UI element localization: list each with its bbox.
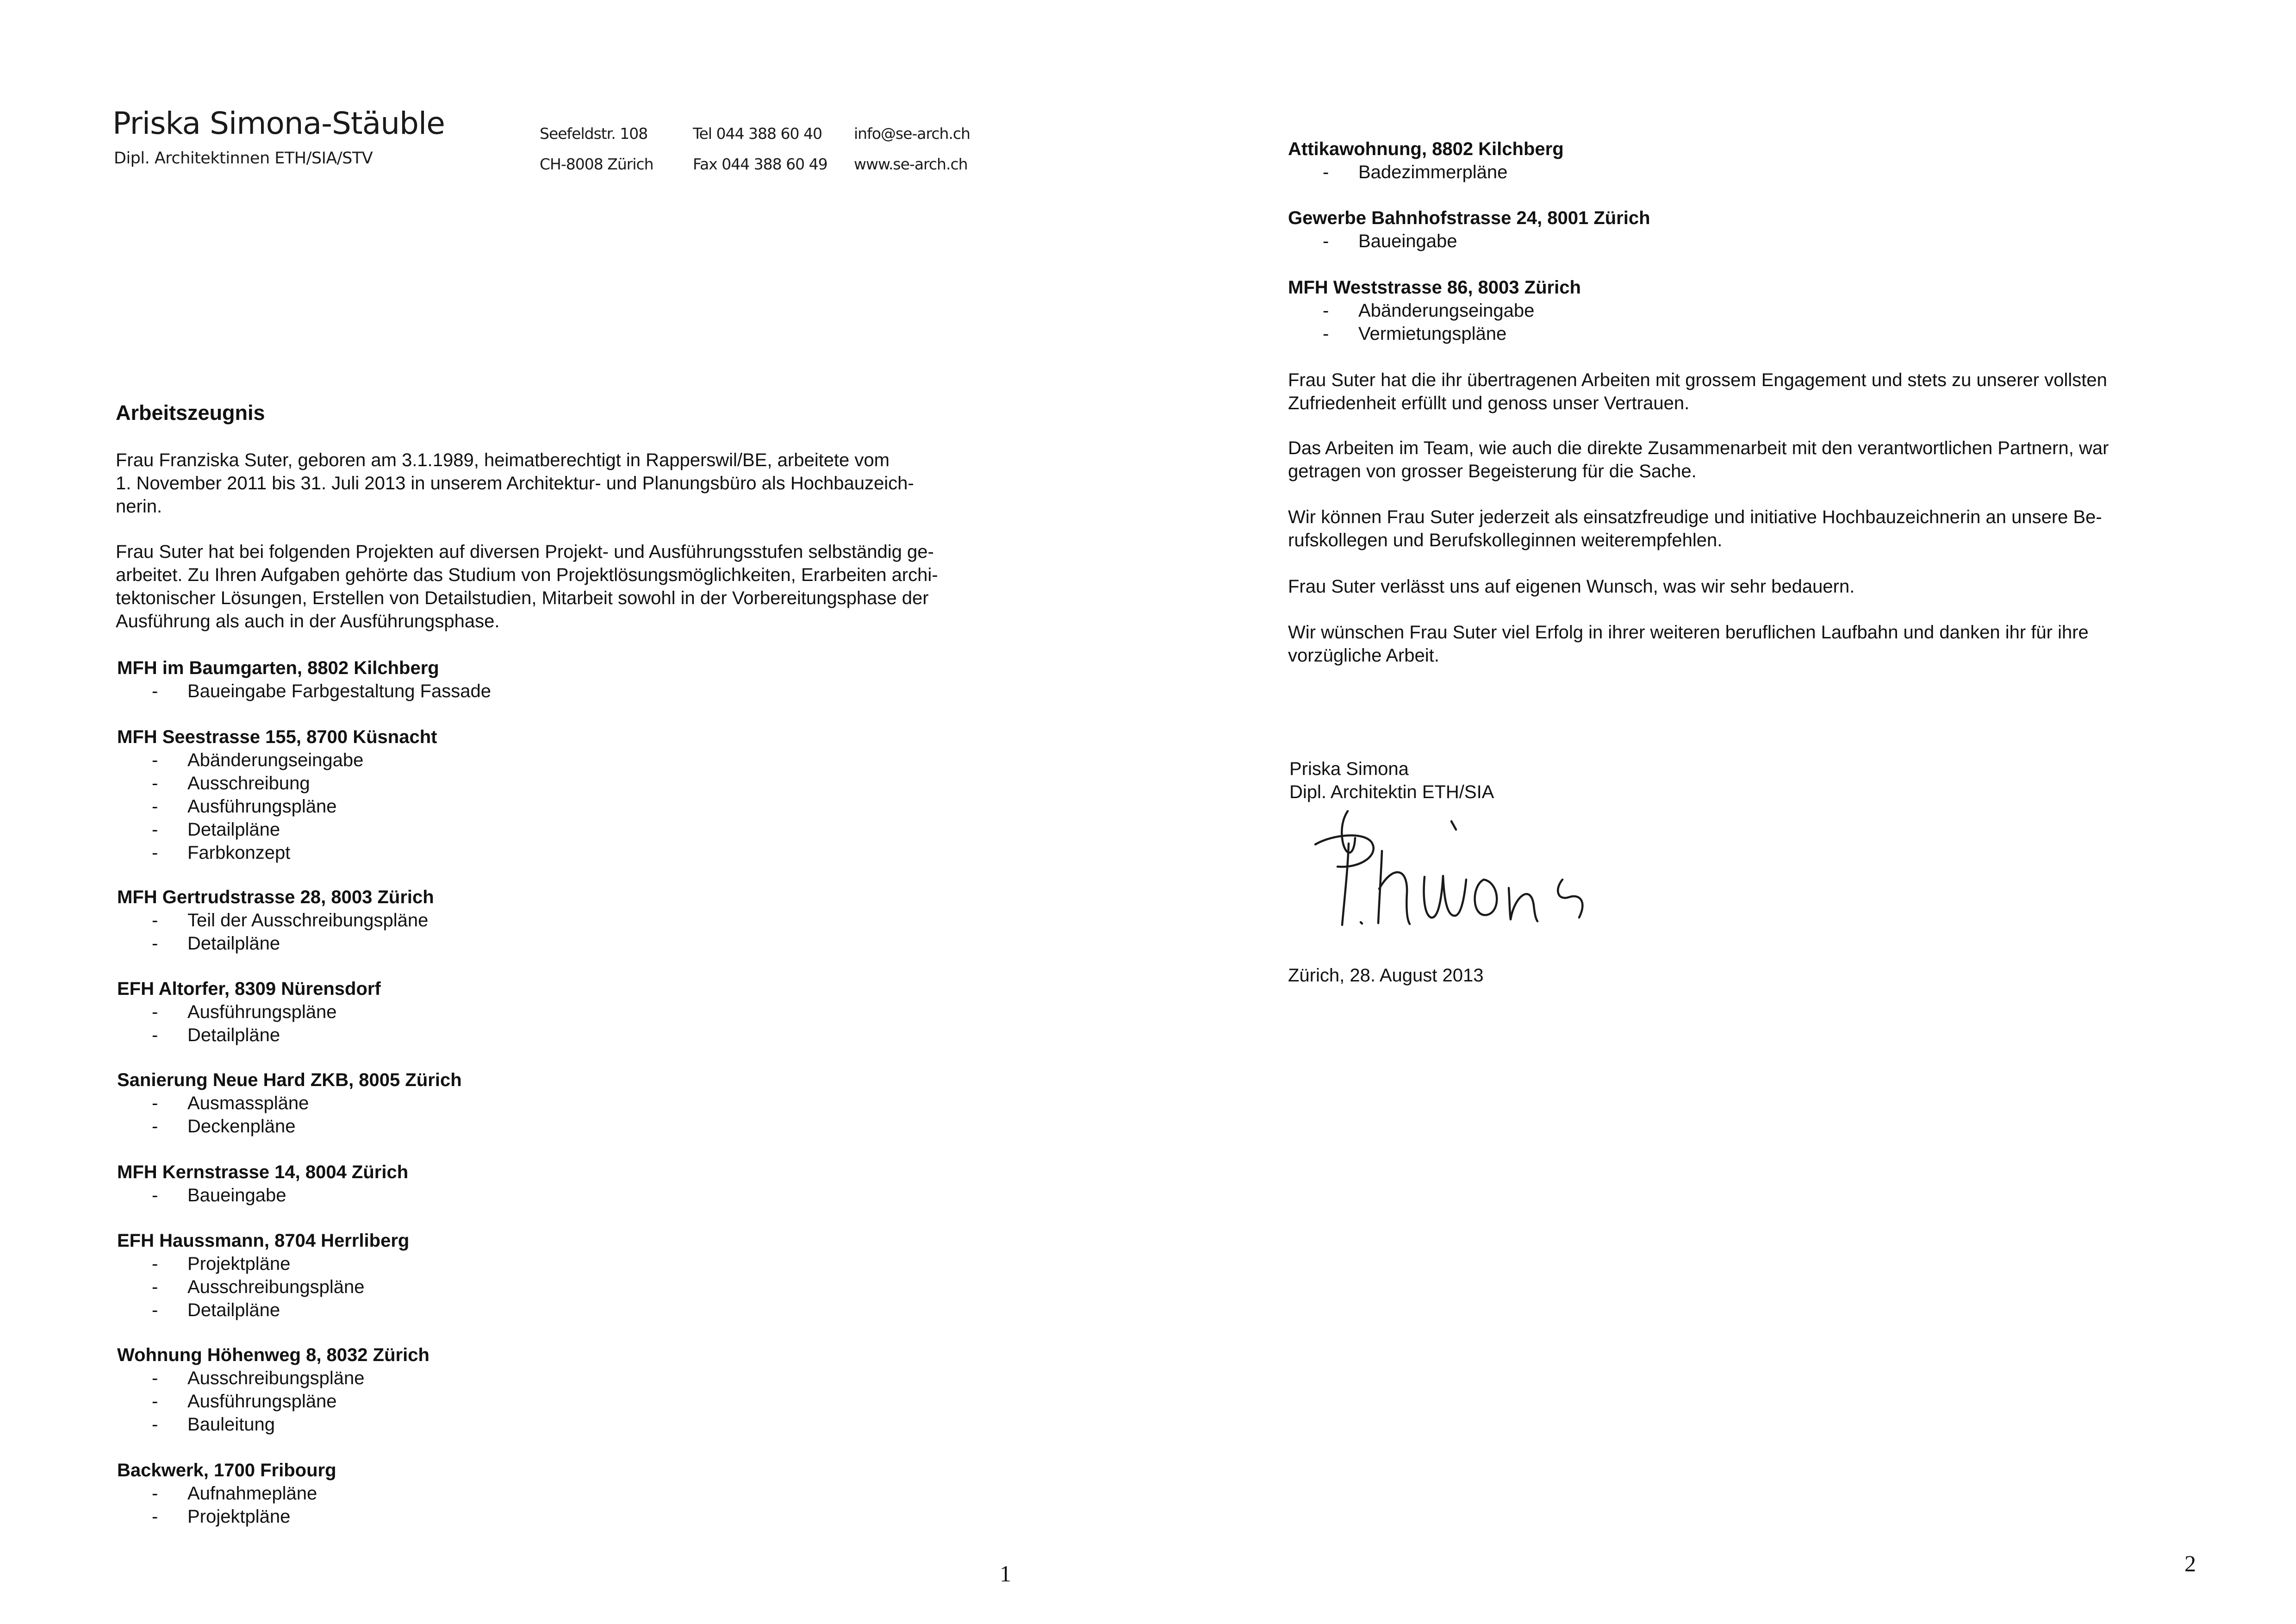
closing-paragraph [1288, 506, 2102, 552]
project-block [117, 977, 381, 1047]
project-task: - Baueingabe [117, 1184, 408, 1207]
project-task: - Detailpläne [117, 1024, 381, 1047]
project-title: EFH Haussmann, 8704 Herrliberg [117, 1230, 410, 1251]
project-block [117, 725, 437, 864]
project-block [117, 1068, 462, 1138]
project-block [117, 656, 491, 703]
page-number: 2 [2184, 1550, 2196, 1576]
project-block [117, 1229, 409, 1322]
project-tasks [117, 1092, 462, 1138]
project-task: - Ausführungspläne [117, 795, 437, 818]
project-tasks [117, 1367, 429, 1436]
project-task: - Detailpläne [117, 932, 434, 955]
closing-line: Das Arbeiten im Team, wie auch die direkte Zusammenarbeit mit den verantwortlichen Partnern, war [1288, 438, 2109, 458]
closing-line: Frau Suter hat die ihr übertragenen Arbeiten mit grossem Engagement und stets zu unserer vollsten [1288, 370, 2107, 390]
handwritten-signature [1310, 810, 1643, 940]
closing-line: getragen von grosser Begeisterung für die Sache. [1288, 461, 1697, 481]
project-task: - Ausschreibung [117, 772, 437, 795]
project-title: MFH Weststrasse 86, 8003 Zürich [1288, 277, 1581, 298]
address-city: CH-8008 Zürich [540, 155, 653, 173]
project-block [1288, 206, 1650, 253]
intro-line: Frau Franziska Suter, geboren am 3.1.1989, heimatberechtigt in Rapperswil/BE, arbeitete vom [116, 450, 890, 470]
signer-title: Dipl. Architektin ETH/SIA [1289, 782, 1494, 802]
project-block [117, 1161, 408, 1207]
letterhead-address [540, 119, 653, 180]
project-task: - Baueingabe [1288, 230, 1650, 253]
project-task: - Badezimmerpläne [1288, 161, 1564, 184]
project-task: - Ausführungspläne [117, 1390, 429, 1413]
project-task: - Projektpläne [117, 1252, 409, 1275]
project-task: - Abänderungseingabe [1288, 299, 1581, 322]
project-task: - Ausschreibungspläne [117, 1367, 429, 1390]
closing-paragraph [1288, 369, 2107, 415]
project-title: Backwerk, 1700 Fribourg [117, 1460, 336, 1480]
intro-line: nerin. [116, 496, 162, 517]
project-block [1288, 276, 1581, 345]
intro-line: 1. November 2011 bis 31. Juli 2013 in unserem Architektur- und Planungsbüro als Hochbauzeich- [116, 473, 914, 493]
tasks-paragraph [116, 540, 938, 633]
tasks-line: arbeitet. Zu Ihren Aufgaben gehörte das Studium von Projektlösungsmöglichkeiten, Erarbeiten archi- [116, 565, 938, 585]
closing-paragraph [1288, 437, 2109, 483]
project-task: - Baueingabe Farbgestaltung Fassade [117, 680, 491, 703]
project-tasks [1288, 299, 1581, 345]
project-task: - Teil der Ausschreibungspläne [117, 909, 434, 932]
project-tasks [117, 749, 437, 864]
tasks-line: Frau Suter hat bei folgenden Projekten auf diversen Projekt- und Ausführungsstufen selbständig ge- [116, 542, 934, 562]
address-street: Seefeldstr. 108 [540, 125, 648, 143]
tasks-line: Ausführung als auch in der Ausführungsphase. [116, 611, 500, 631]
project-block [1288, 137, 1564, 184]
phone-tel: Tel 044 388 60 40 [693, 125, 822, 143]
tasks-line: tektonischer Lösungen, Erstellen von Detailstudien, Mitarbeit sowohl in der Vorbereitungsphase der [116, 588, 929, 608]
letterhead-name: Priska Simona-Stäuble [112, 106, 445, 141]
project-tasks [1288, 230, 1650, 253]
closing-line: rufskollegen und Berufskolleginnen weiterempfehlen. [1288, 530, 1723, 550]
project-task: - Projektpläne [117, 1505, 336, 1528]
project-block [117, 1343, 429, 1436]
email-link[interactable]: info@se-arch.ch [854, 125, 970, 143]
project-task: - Farbkonzept [117, 841, 437, 864]
letterhead-subtitle: Dipl. Architektinnen ETH/SIA/STV [114, 149, 373, 168]
closing-line: Wir können Frau Suter jederzeit als einsatzfreudige und initiative Hochbauzeichnerin an unsere Be- [1288, 507, 2102, 527]
project-title: MFH Kernstrasse 14, 8004 Zürich [117, 1162, 409, 1182]
project-task: - Ausführungspläne [117, 1000, 381, 1024]
project-task: - Abänderungseingabe [117, 749, 437, 772]
letterhead-web [854, 119, 970, 180]
project-block [117, 1459, 336, 1528]
project-tasks [117, 909, 434, 955]
project-title: EFH Altorfer, 8309 Nürensdorf [117, 979, 381, 999]
project-task: - Vermietungspläne [1288, 322, 1581, 345]
project-title: MFH Gertrudstrasse 28, 8003 Zürich [117, 887, 434, 907]
project-task: - Detailpläne [117, 818, 437, 841]
page-number: 1 [1000, 1561, 1011, 1587]
closing-line: Frau Suter verlässt uns auf eigenen Wunsch, was wir sehr bedauern. [1288, 576, 1855, 597]
project-task: - Deckenpläne [117, 1115, 462, 1138]
project-title: Sanierung Neue Hard ZKB, 8005 Zürich [117, 1070, 462, 1090]
document-title: Arbeitszeugnis [116, 401, 265, 425]
project-tasks [1288, 161, 1564, 184]
project-task: - Ausschreibungspläne [117, 1275, 409, 1299]
closing-paragraph [1288, 621, 2089, 667]
project-task: - Ausmasspläne [117, 1092, 462, 1115]
project-title: MFH Seestrasse 155, 8700 Küsnacht [117, 727, 437, 747]
project-title: Gewerbe Bahnhofstrasse 24, 8001 Zürich [1288, 208, 1650, 228]
project-task: - Aufnahmepläne [117, 1482, 336, 1505]
project-tasks [117, 1482, 336, 1528]
intro-paragraph [116, 449, 914, 518]
project-tasks [117, 1184, 408, 1207]
project-title: MFH im Baumgarten, 8802 Kilchberg [117, 658, 439, 678]
signer-name: Priska Simona [1289, 759, 1409, 779]
website-link[interactable]: www.se-arch.ch [854, 155, 968, 173]
closing-paragraph [1288, 575, 1854, 598]
project-tasks [117, 680, 491, 703]
letter-date: Zürich, 28. August 2013 [1288, 965, 1484, 986]
closing-line: vorzügliche Arbeit. [1288, 645, 1439, 666]
closing-line: Wir wünschen Frau Suter viel Erfolg in ihrer weiteren beruflichen Laufbahn und danken ihr für ihre [1288, 622, 2089, 643]
project-tasks [117, 1252, 409, 1322]
closing-line: Zufriedenheit erfüllt und genoss unser Vertrauen. [1288, 393, 1690, 413]
project-block [117, 886, 434, 955]
phone-fax: Fax 044 388 60 49 [693, 155, 828, 173]
project-title: Attikawohnung, 8802 Kilchberg [1288, 139, 1564, 159]
signature-block [1289, 757, 1494, 804]
project-task: - Bauleitung [117, 1413, 429, 1436]
letterhead-phone [693, 119, 828, 180]
project-tasks [117, 1000, 381, 1047]
project-title: Wohnung Höhenweg 8, 8032 Zürich [117, 1345, 429, 1365]
project-task: - Detailpläne [117, 1299, 409, 1322]
